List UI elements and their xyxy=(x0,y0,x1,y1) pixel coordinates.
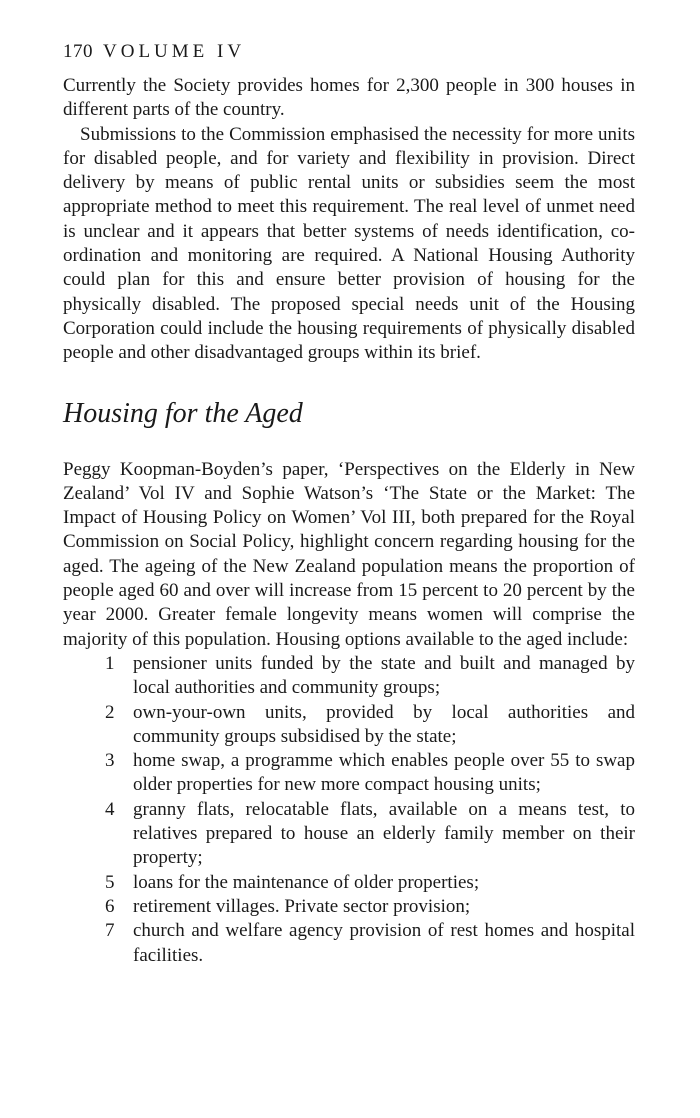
list-item xyxy=(63,798,635,871)
list-item-text: church and welfare agency provision of rest homes and hospital facilities. xyxy=(133,920,635,966)
volume-label: VOLUME IV xyxy=(103,41,246,62)
list-item-number: 3 xyxy=(105,750,115,772)
list-item-text: home swap, a programme which enables people over 55 to swap older properties for new more compact housing units; xyxy=(133,750,635,796)
list-item xyxy=(63,919,635,968)
list-item-number: 6 xyxy=(105,895,115,917)
list-item-number: 7 xyxy=(105,920,115,942)
list-item-number: 1 xyxy=(105,652,115,674)
list-item xyxy=(63,652,635,701)
list-item xyxy=(63,701,635,750)
list-item-text: loans for the maintenance of older properties; xyxy=(133,871,480,893)
document-page xyxy=(63,40,635,968)
running-header xyxy=(63,40,635,64)
housing-options-list xyxy=(63,652,635,968)
list-item-text: pensioner units funded by the state and built and managed by local authorities and community groups; xyxy=(133,652,635,699)
page-number: 170 xyxy=(63,41,93,62)
list-item-text: granny flats, relocatable flats, available on a means test, to relatives prepared to house an elderly family member on their property; xyxy=(133,798,635,869)
list-item xyxy=(63,871,635,895)
paragraph-society-homes: Currently the Society provides homes for 2,300 people in 300 houses in different parts of the country. xyxy=(63,75,635,121)
list-item xyxy=(63,749,635,798)
paragraph-submissions: Submissions to the Commission emphasised the necessity for more units for disabled people, and for variety and flexibility in provision. Direct delivery by means of public rental units or subsidies seem the most appropriate method to meet this requirement. The real level of unmet need is unclear and it appears that better systems of needs identification, co-ordination and monitoring are required. A National Housing Authority could plan for this and ensure better provision of housing for the physically disabled. The proposed special needs unit of the Housing Corporation could include the housing requirements of physically disabled people and other disadvantaged groups within its brief. xyxy=(63,123,635,364)
list-item-number: 2 xyxy=(105,701,115,723)
paragraph-aged-intro: Peggy Koopman-Boyden’s paper, ‘Perspectives on the Elderly in New Zealand’ Vol IV and Sophie Watson’s ‘The State or the Market: The Impact of Housing Policy on Women’ Vol III, both prepared for the Royal Commission on Social Policy, highlight concern regarding housing for the aged. The ageing of the New Zealand population means the proportion of people aged 60 and over will increase from 15 percent to 20 percent by the year 2000. Greater female longevity means women will comprise the majority of this population. Housing options available to the aged include: xyxy=(63,458,635,650)
list-item-number: 5 xyxy=(105,871,115,893)
section-heading: Housing for the Aged xyxy=(63,397,303,429)
list-item xyxy=(63,895,635,919)
list-item-number: 4 xyxy=(105,798,115,820)
list-item-text: retirement villages. Private sector provision; xyxy=(133,895,471,917)
list-item-text: own-your-own units, provided by local authorities and community groups subsidised by the state; xyxy=(133,701,635,747)
